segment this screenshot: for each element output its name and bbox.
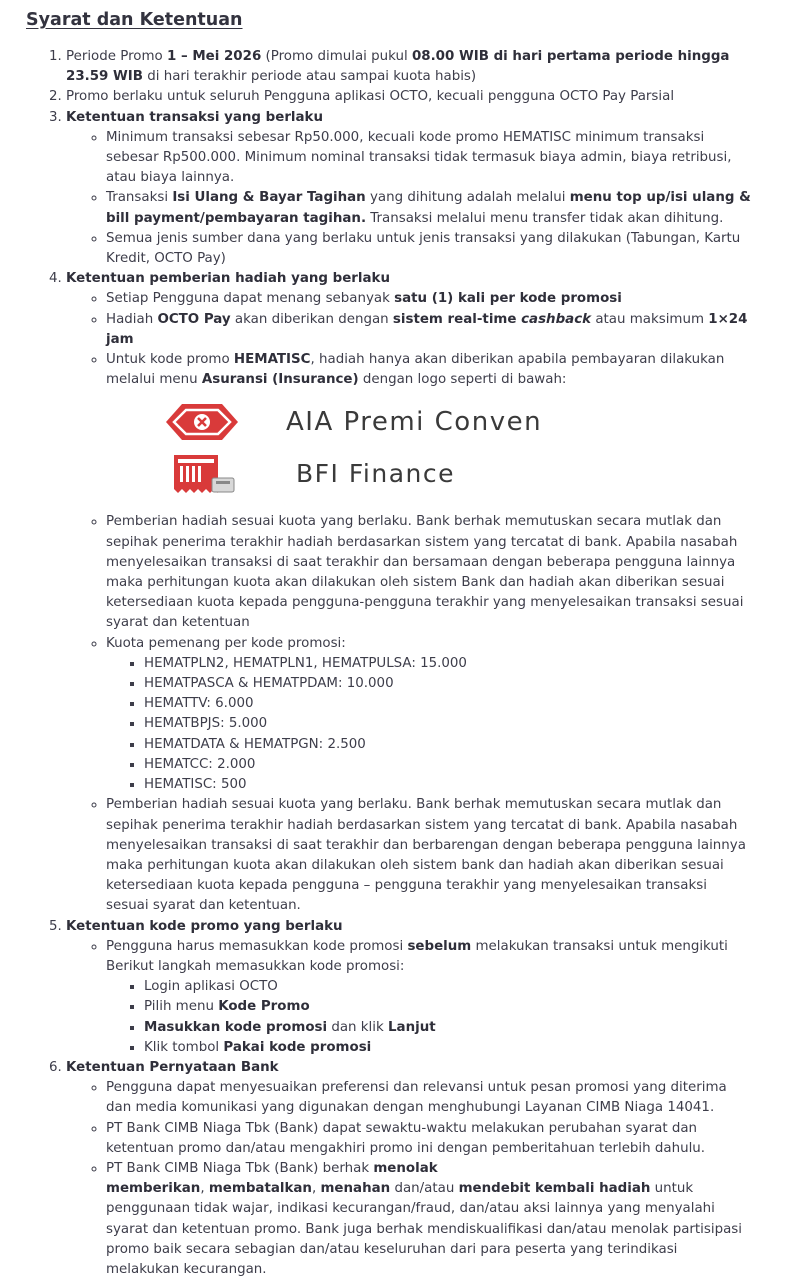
list-item: ◦ PT Bank CIMB Niaga Tbk (Bank) berhak menolak memberikan, membatalkan, menahan dan/atau mendebit kembali hadiah untuk penggunaan tidak wajar, indikasi kecurangan/fraud, dan/atau aksi lainnya yang menyalahi syarat dan ketentuan promo. Bank juga berhak mendiskualifikasi dan/atau menolak partisipasi promo baik secara sebagian dan/atau keseluruhan dari para peserta yang terindikasi melakukan kecurangan. (106, 1159, 752, 1280)
bfi-label: BFI Finance (296, 459, 455, 489)
list-item: ◦ Pemberian hadiah sesuai kuota yang berlaku. Bank berhak memutuskan secara mutlak dan sepihak penerima terakhir hadiah berdasarkan sistem yang tercatat di bank. Apabila nasabah menyelesaikan transaksi di saat terakhir dan berbarengan dengan beberapa pengguna lainnya maka perhitungan kuota akan dilakukan oleh sistem bank dan hadiah akan diberikan sesuai ketersediaan kuota kepada pengguna – pengguna terakhir yang menyelesaikan transaksi sesuai syarat dan ketentuan. (106, 795, 752, 916)
quota-item: ▪ HEMATTV: 6.000 (144, 694, 752, 714)
quota-item: ▪ HEMATDATA & HEMATPGN: 2.500 (144, 735, 752, 755)
term-eligibility: 2. Promo berlaku untuk seluruh Pengguna aplikasi OCTO, kecuali pengguna OCTO Pay Parsial (66, 87, 752, 107)
step-item: ▪ Login aplikasi OCTO (144, 977, 752, 997)
list-item: ◦ Minimum transaksi sebesar Rp50.000, kecuali kode promo HEMATISC minimum transaksi sebesar Rp500.000. Minimum nominal transaksi tidak termasuk biaya admin, biaya retribusi, atau biaya lainnya. (106, 128, 752, 189)
aia-label: AIA Premi Conven (286, 407, 543, 438)
promo-code-rules-list (66, 937, 752, 1058)
page-title: Syarat dan Ketentuan (26, 10, 243, 30)
term-bank-statement (66, 1058, 752, 1280)
section-heading: Ketentuan kode promo yang berlaku (66, 918, 343, 934)
section-heading: Ketentuan pemberian hadiah yang berlaku (66, 271, 390, 287)
term-reward-rules (66, 269, 752, 916)
quota-item: ▪ HEMATISC: 500 (144, 775, 752, 795)
term-promo-period: 1. Periode Promo 1 – Mei 2026 (Promo dimulai pukul 08.00 WIB di hari pertama periode hingga 23.59 WIB di hari terakhir periode atau sampai kuota habis) (66, 47, 752, 87)
steps-list (106, 977, 752, 1058)
list-item: ◦ Pengguna dapat menyesuaikan preferensi dan relevansi untuk pesan promosi yang diterima dan media komunikasi yang digunakan dengan menghubungi Layanan CIMB Niaga 14041. (106, 1078, 752, 1118)
invoice-icon (168, 452, 240, 496)
insurance-logos (106, 400, 752, 506)
list-item: ◦ Setiap Pengguna dapat menang sebanyak satu (1) kali per kode promosi (106, 289, 752, 309)
quota-item: ▪ HEMATPASCA & HEMATPDAM: 10.000 (144, 674, 752, 694)
quota-list (106, 654, 752, 795)
bank-statement-list (66, 1078, 752, 1280)
list-item: ◦ Untuk kode promo HEMATISC, hadiah hanya akan diberikan apabila pembayaran dilakukan melalui menu Asuransi (Insurance) dengan logo seperti di bawah: AIA Premi Conven BFI Finance (106, 350, 752, 506)
terms-list (26, 47, 752, 1280)
shield-icon (160, 400, 242, 444)
quota-item: ▪ HEMATCC: 2.000 (144, 755, 752, 775)
quota-item: ▪ HEMATBPJS: 5.000 (144, 714, 752, 734)
list-item: ◦ PT Bank CIMB Niaga Tbk (Bank) dapat sewaktu-waktu melakukan perubahan syarat dan ketentuan promo dan/atau mengakhiri promo ini dengan pemberitahuan terlebih dahulu. (106, 1119, 752, 1159)
reward-rules-list (66, 289, 752, 916)
transaction-rules-list (66, 128, 752, 269)
list-item: ◦ Kuota pemenang per kode promosi: ▪ HEMATPLN2, HEMATPLN1, HEMATPULSA: 15.000 ▪ HEMATPASCA & HEMATPDAM: 10.000 ▪ HEMATTV: 6.000 ▪ HEMATBPJS: 5.000 ▪ HEMATDATA & HEMATPGN: 2.500 ▪ HEMATCC: 2.000 ▪ HEMATISC: 500 (106, 634, 752, 796)
term-transaction-rules (66, 108, 752, 270)
bfi-logo-row (168, 452, 455, 496)
list-item: ◦ Pemberian hadiah sesuai kuota yang berlaku. Bank berhak memutuskan secara mutlak dan sepihak penerima terakhir hadiah berdasarkan sistem yang tercatat di bank. Apabila nasabah menyelesaikan transaksi di saat terakhir dan bersamaan dengan beberapa pengguna lainnya maka perhitungan kuota akan dilakukan oleh sistem Bank dan hadiah akan diberikan sesuai ketersediaan kuota kepada pengguna-pengguna terakhir yang menyelesaikan transaksi sesuai syarat dan ketentuan (106, 512, 752, 633)
step-item: ▪ Masukkan kode promosi dan klik Lanjut (144, 1018, 752, 1038)
step-item: ▪ Pilih menu Kode Promo (144, 997, 752, 1017)
aia-logo-row (160, 400, 542, 444)
list-item: ◦ Transaksi Isi Ulang & Bayar Tagihan yang dihitung adalah melalui menu top up/isi ulang & bill payment/pembayaran tagihan. Transaksi melalui menu transfer tidak akan dihitung. (106, 188, 752, 228)
list-item: ◦ Pengguna harus memasukkan kode promosi sebelum melakukan transaksi untuk mengikuti Berikut langkah memasukkan kode promosi: ▪ Login aplikasi OCTO ▪ Pilih menu Kode Promo ▪ Masukkan kode promosi dan klik Lanjut ▪ Klik tombol Pakai kode promosi (106, 937, 752, 1058)
list-item: ◦ Semua jenis sumber dana yang berlaku untuk jenis transaksi yang dilakukan (Tabungan, Kartu Kredit, OCTO Pay) (106, 229, 752, 269)
section-heading: Ketentuan Pernyataan Bank (66, 1059, 279, 1075)
step-item: ▪ Klik tombol Pakai kode promosi (144, 1038, 752, 1058)
section-heading: Ketentuan transaksi yang berlaku (66, 109, 323, 125)
quota-item: ▪ HEMATPLN2, HEMATPLN1, HEMATPULSA: 15.000 (144, 654, 752, 674)
term-promo-code-rules (66, 917, 752, 1058)
list-item: ◦ Hadiah OCTO Pay akan diberikan dengan sistem real-time cashback atau maksimum 1×24 jam (106, 310, 752, 350)
